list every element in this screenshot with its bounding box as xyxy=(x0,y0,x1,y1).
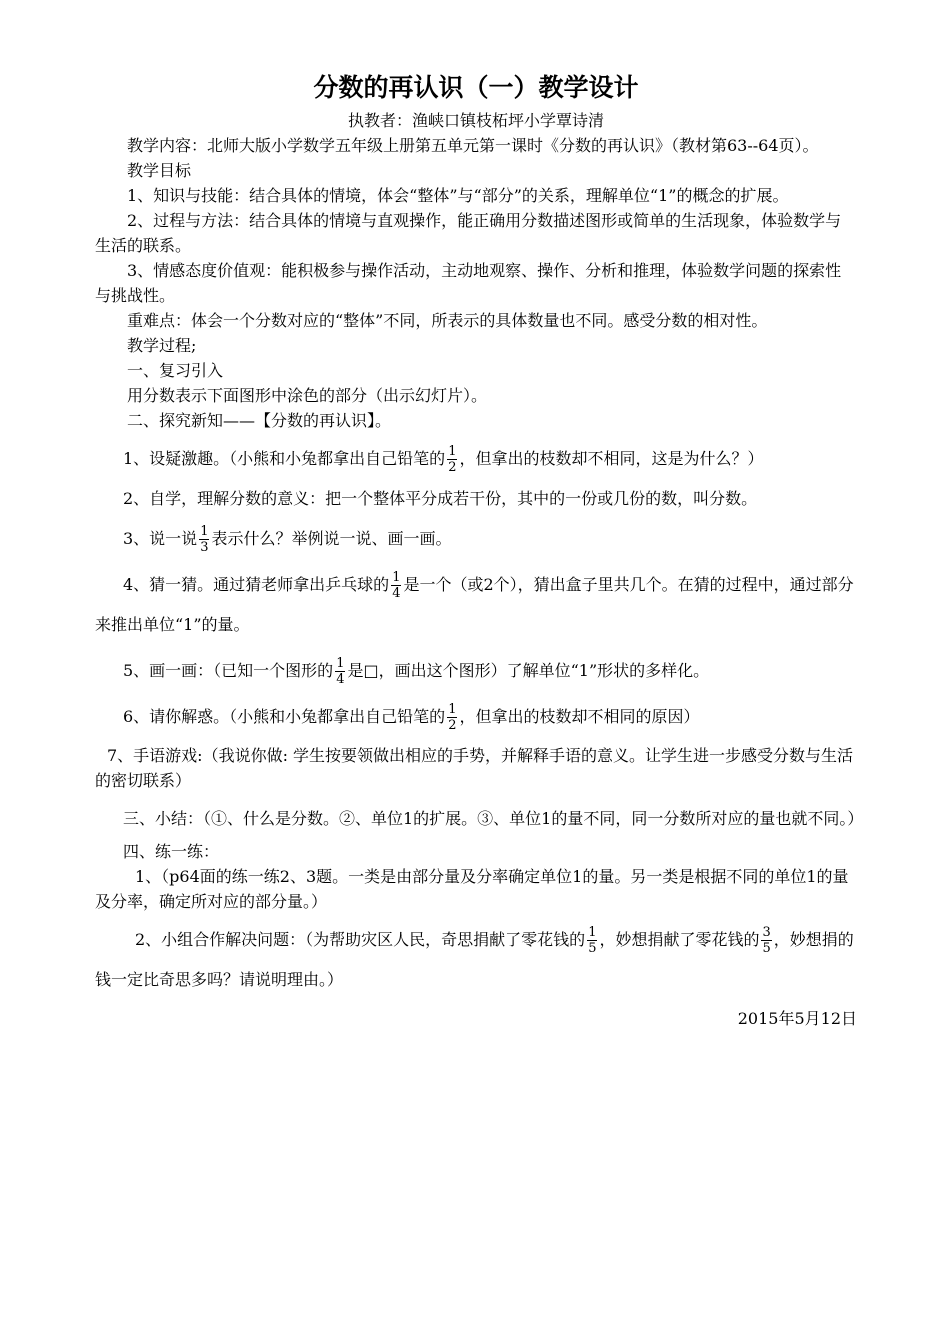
item-3: 3、说一说 $\frac{1}{3}$ 表示什么？举例说一说、画一画。 xyxy=(123,524,452,555)
key-points: 重难点：体会一个分数对应的“整体”不同，所表示的具体数量也不同。感受分数的相对性。 xyxy=(127,311,768,330)
section-practice: 四、练一练： xyxy=(123,842,220,861)
item-2: 2、自学，理解分数的意义：把一个整体平分成若干份，其中的一份或几份的数，叫分数。 xyxy=(123,489,758,508)
section-review: 一、复习引入 xyxy=(127,361,224,380)
item-5: 5、画一画：（已知一个图形的 $\frac{1}{4}$ 是□，画出这个图形）了解单位“1”形状的多样化。 xyxy=(123,656,710,687)
item-1: 1、设疑激趣。（小熊和小兔都拿出自己铅笔的 $\frac{1}{2}$ ，但拿出的枝数却不相同，这是为什么？） xyxy=(123,444,764,475)
teaching-content: 教学内容：北师大版小学数学五年级上册第五单元第一课时《分数的再认识》（教材第63--64页）。 xyxy=(127,136,819,155)
exercise-1: 1、（p64面的练一练2、3题。一类是由部分量及分率确定单位1的量。另一类是根据不同的单位1的量及分率，确定所对应的部分量。） xyxy=(95,867,849,911)
goals-heading: 教学目标 xyxy=(127,161,192,180)
fraction-one-fifth: $\frac{1}{5}$ xyxy=(588,925,597,956)
item-4: 4、猜一猜。通过猜老师拿出乒乓球的 $\frac{1}{4}$ 是一个（或2个），猜出盒子里共几个。在猜的过程中，通过部分来推出单位“1”的量。 xyxy=(95,570,854,634)
fraction-three-fifths: $\frac{3}{5}$ xyxy=(762,925,771,956)
author-line: 执教者：渔峡口镇枝柘坪小学覃诗清 xyxy=(347,111,604,130)
item-7: 7、手语游戏:（我说你做: 学生按要领做出相应的手势，并解释手语的意义。让学生进一步感受分数与生活的密切联系） xyxy=(95,746,854,790)
exercise-2: 2、小组合作解决问题：（为帮助灾区人民，奇思捐献了零花钱的 $\frac{1}{5}$ ，妙想捐献了零花钱的 $\frac{3}{5}$ ，妙想捐的钱一定比奇思多吗？请说明理由。） xyxy=(95,925,854,989)
section-review-text: 用分数表示下面图形中涂色的部分（出示幻灯片）。 xyxy=(127,386,488,405)
goal-process: 2、过程与方法：结合具体的情境与直观操作，能正确用分数描述图形或简单的生活现象，体验数学与生活的联系。 xyxy=(95,211,842,255)
item-6: 6、请你解惑。（小熊和小兔都拿出自己铅笔的 $\frac{1}{2}$ ，但拿出的枝数却不相同的原因） xyxy=(123,702,700,733)
fraction-one-quarter: $\frac{1}{4}$ xyxy=(336,656,345,687)
fraction-one-quarter: $\frac{1}{4}$ xyxy=(392,570,401,601)
document-page xyxy=(95,68,864,1031)
goal-attitude: 3、情感态度价值观：能积极参与操作活动，主动地观察、操作、分析和推理，体验数学问题的探索性与挑战性。 xyxy=(95,261,842,305)
process-heading: 教学过程; xyxy=(127,336,197,355)
section-explore: 二、探究新知——【分数的再认识】。 xyxy=(127,411,392,430)
goal-knowledge: 1、知识与技能：结合具体的情境，体会“整体”与“部分”的关系，理解单位“1”的概念的扩展。 xyxy=(127,186,789,205)
section-summary: 三、小结：（①、什么是分数。②、单位1的扩展。③、单位1的量不同，同一分数所对应的量也就不同。） xyxy=(123,809,864,828)
page-title: 分数的再认识（一）教学设计 xyxy=(313,73,639,102)
fraction-one-half: $\frac{1}{2}$ xyxy=(448,444,457,475)
fraction-one-third: $\frac{1}{3}$ xyxy=(200,524,209,555)
fraction-one-half: $\frac{1}{2}$ xyxy=(448,702,457,733)
document-date: 2015年5月12日 xyxy=(737,1009,857,1028)
